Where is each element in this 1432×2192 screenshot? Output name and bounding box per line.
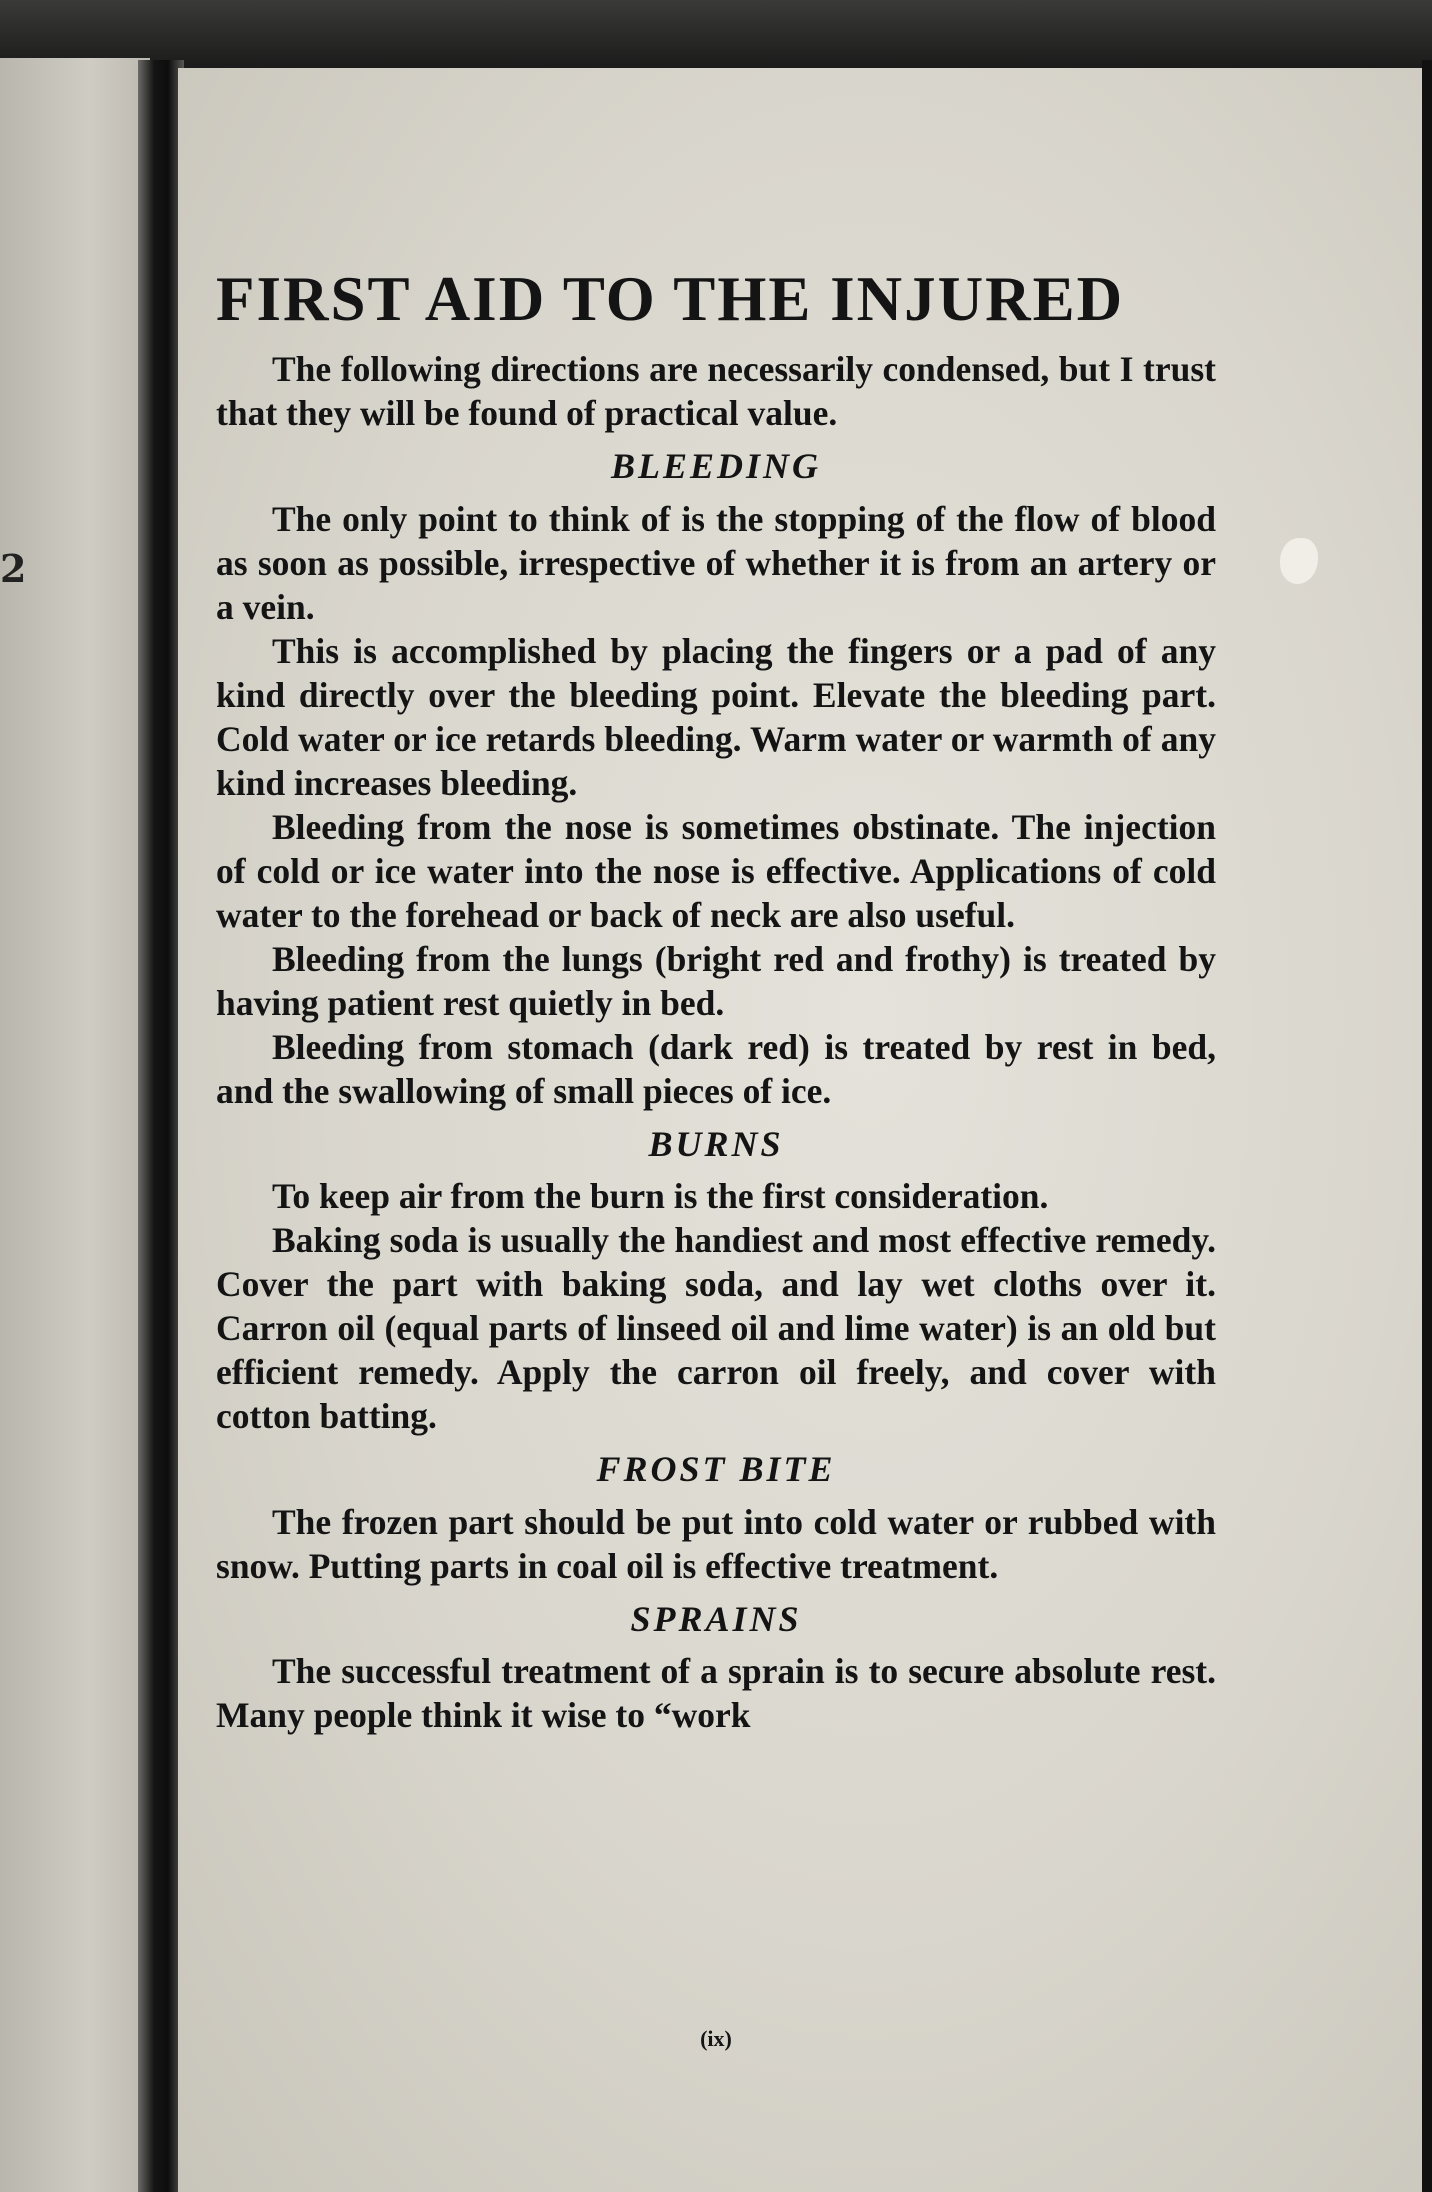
page-content xyxy=(216,264,1216,2051)
section-sprains xyxy=(216,1600,1216,1738)
section-bleeding xyxy=(216,447,1216,1113)
burns-paragraph-2: Baking soda is usually the handiest and most effective remedy. Cover the part with baking soda, and lay wet cloths over it. Carron oil (equal parts of linseed oil and lime water) is an old but efficient remedy. Apply the carron oil freely, and cover with cotton batting. xyxy=(216,1220,1216,1437)
section-frost-bite xyxy=(216,1450,1216,1588)
section-heading-burns: BURNS xyxy=(648,1123,784,1164)
page-folio: (ix) xyxy=(700,2026,732,2051)
bleeding-paragraph-1: The only point to think of is the stopping of the flow of blood as soon as possible, irrespective of whether it is from an artery or a vein. xyxy=(216,498,1216,627)
section-heading-bleeding: BLEEDING xyxy=(610,446,822,486)
scan-top-border xyxy=(0,0,1432,70)
bleeding-paragraph-3: Bleeding from the nose is sometimes obstinate. The injection of cold or ice water into the nose is effective. Applications of cold water to the forehead or back of neck are also useful. xyxy=(216,806,1216,935)
intro-paragraph: The following directions are necessarily condensed, but I trust that they will be found of practical value. xyxy=(216,349,1216,433)
section-burns xyxy=(216,1125,1216,1439)
scan-right-border xyxy=(1422,60,1432,2192)
burns-paragraph-1: To keep air from the burn is the first consideration. xyxy=(272,1176,1049,1217)
sprains-paragraph-1: The successful treatment of a sprain is to secure absolute rest. Many people think it wise to “work xyxy=(216,1651,1216,1736)
paper-blemish xyxy=(1280,538,1318,584)
frost-bite-paragraph-1: The frozen part should be put into cold water or rubbed with snow. Putting parts in coal oil is effective treatment. xyxy=(216,1501,1216,1586)
section-heading-frost-bite: FROST BITE xyxy=(596,1449,836,1490)
bleeding-paragraph-4: Bleeding from the lungs (bright red and frothy) is treated by having patient rest quietly in bed. xyxy=(216,938,1216,1023)
left-page-edge xyxy=(0,58,150,2192)
bleeding-paragraph-2: This is accomplished by placing the fingers or a pad of any kind directly over the bleeding point. Elevate the bleeding part. Cold water or ice retards bleeding. Warm water or warmth of any kind increases bleeding. xyxy=(216,630,1216,803)
page-title: FIRST AID TO THE INJURED xyxy=(216,264,1125,334)
left-page-number: 2 xyxy=(0,546,27,591)
section-heading-sprains: SPRAINS xyxy=(630,1598,802,1639)
book-page xyxy=(178,68,1432,2192)
bleeding-paragraph-5: Bleeding from stomach (dark red) is treated by rest in bed, and the swallowing of small pieces of ice. xyxy=(216,1026,1216,1111)
